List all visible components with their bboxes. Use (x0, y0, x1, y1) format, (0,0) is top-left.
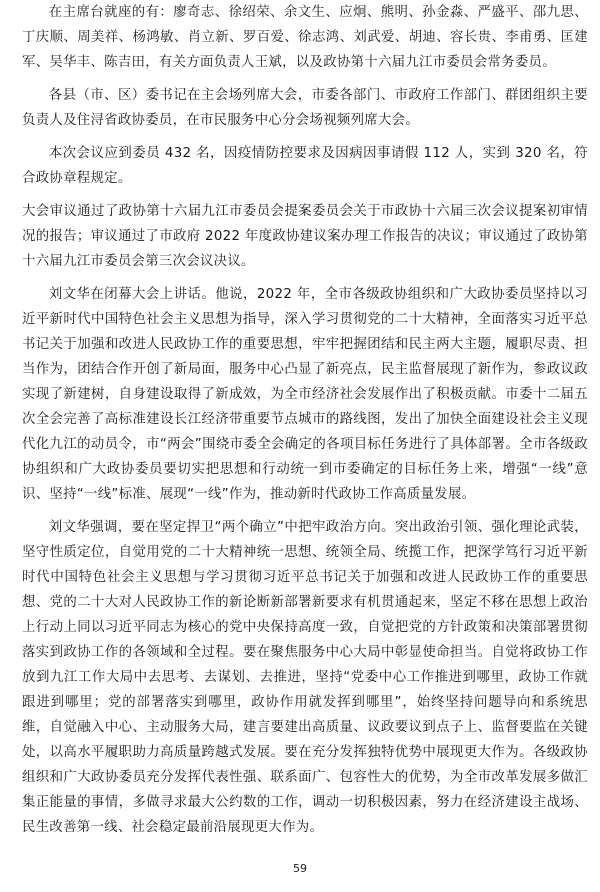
paragraph-speech-emphasis: 刘文华强调，要在坚定捍卫“两个确立”中把牢政治方向。突出政治引领、强化理论武装，坚守性质定位，自觉用党的二十大精神统一思想、统领全局、统揽工作，把深学笃行习近平新时代中国特色社会主义思想与学习贯彻习近平总书记关于加强和改进人民政协工作的重要思想、党的二十大对人民政协工作的新论断新部署新要求有机贯通起来，坚定不移在思想上政治上行动上同以习近平同志为核心的党中央保持高度一致，自觉把党的方针政策和决策部署贯彻落实到政协工作的各领域和全过程。要在聚焦服务中心大局中彰显使命担当。自觉将政协工作放到九江工作大局中去思考、去谋划、去推进，坚持“党委中心工作推进到哪里，政协工作就跟进到哪里；党的部署落实到哪里，政协作用就发挥到哪里”，始终坚持问题导向和系统思维，自觉融入中心、主动服务大局，建言要建出高质量、议政要议到点子上、监督要监在关键处，以高水平履职助力高质量跨越式发展。要在充分发挥独特优势中展现更大作为。各级政协组织和广大政协委员充分发挥代表性强、联系面广、包容性大的优势，为全市改革发展多做汇集正能量的事情，多做寻求最大公约数的工作，调动一切积极因素，努力在经济建设主战场、民生改善第一线、社会稳定最前沿展现更大作为。 (22, 520, 588, 835)
article-body (22, 0, 588, 848)
page-number: 59 (293, 862, 307, 875)
paragraph-resolutions: 大会审议通过了政协第十六届九江市委员会提案委员会关于市政协十六届三次会议提案初审情况的报告；审议通过了市政府 2022 年度政协建议案办理工作报告的决议；审议通过了政协第十六届九江市委员会第三次会议决议。 (22, 204, 588, 269)
paragraph-presidium: 在主席台就座的有：廖奇志、徐绍荣、余文生、应炯、熊明、孙金淼、严盛平、邵九思、丁庆顺、周美祥、杨鸿敏、肖立新、罗百爱、徐志鸿、刘武爱、胡迪、容长贵、李甫勇、匡建军、吴华丰、陈吉田，有关方面负责人王斌，以及政协第十六届九江市委员会常务委员。 (22, 5, 588, 70)
paragraph-closing-speech: 刘文华在闭幕大会上讲话。他说，2022 年，全市各级政协组织和广大政协委员坚持以习近平新时代中国特色社会主义思想为指导，深入学习贯彻党的二十大精神，全面落实习近平总书记关于加强和改进人民政协工作的重要思想，牢牢把握团结和民主两大主题，履职尽责、担当作为，团结合作开创了新局面，服务中心凸显了新亮点，民主监督展现了新作为，参政议政实现了新建树，自身建设取得了新成效，为全市经济社会发展作出了积极贡献。市委十二届五次全会完善了高标准建设长江经济带重要节点城市的路线图，发出了加快全面建设社会主义现代化九江的动员令，市“两会”围绕市委全会确定的各项目标任务进行了具体部署。全市各级政协组织和广大政协委员要切实把思想和行动统一到市委确定的目标任务上来，增强“一线”意识、坚持“一线”标准、展现“一线”作为，推动新时代政协工作高质量发展。 (22, 287, 588, 502)
paragraph-attendees: 各县（市、区）委书记在主会场列席大会，市委各部门、市政府工作部门、群团组织主要负责人及住浔省政协委员，在市民服务中心分会场视频列席大会。 (22, 88, 588, 128)
paragraph-attendance-count: 本次会议应到委员 432 名，因疫情防控要求及因病因事请假 112 人，实到 320 名，符合政协章程规定。 (22, 146, 588, 186)
